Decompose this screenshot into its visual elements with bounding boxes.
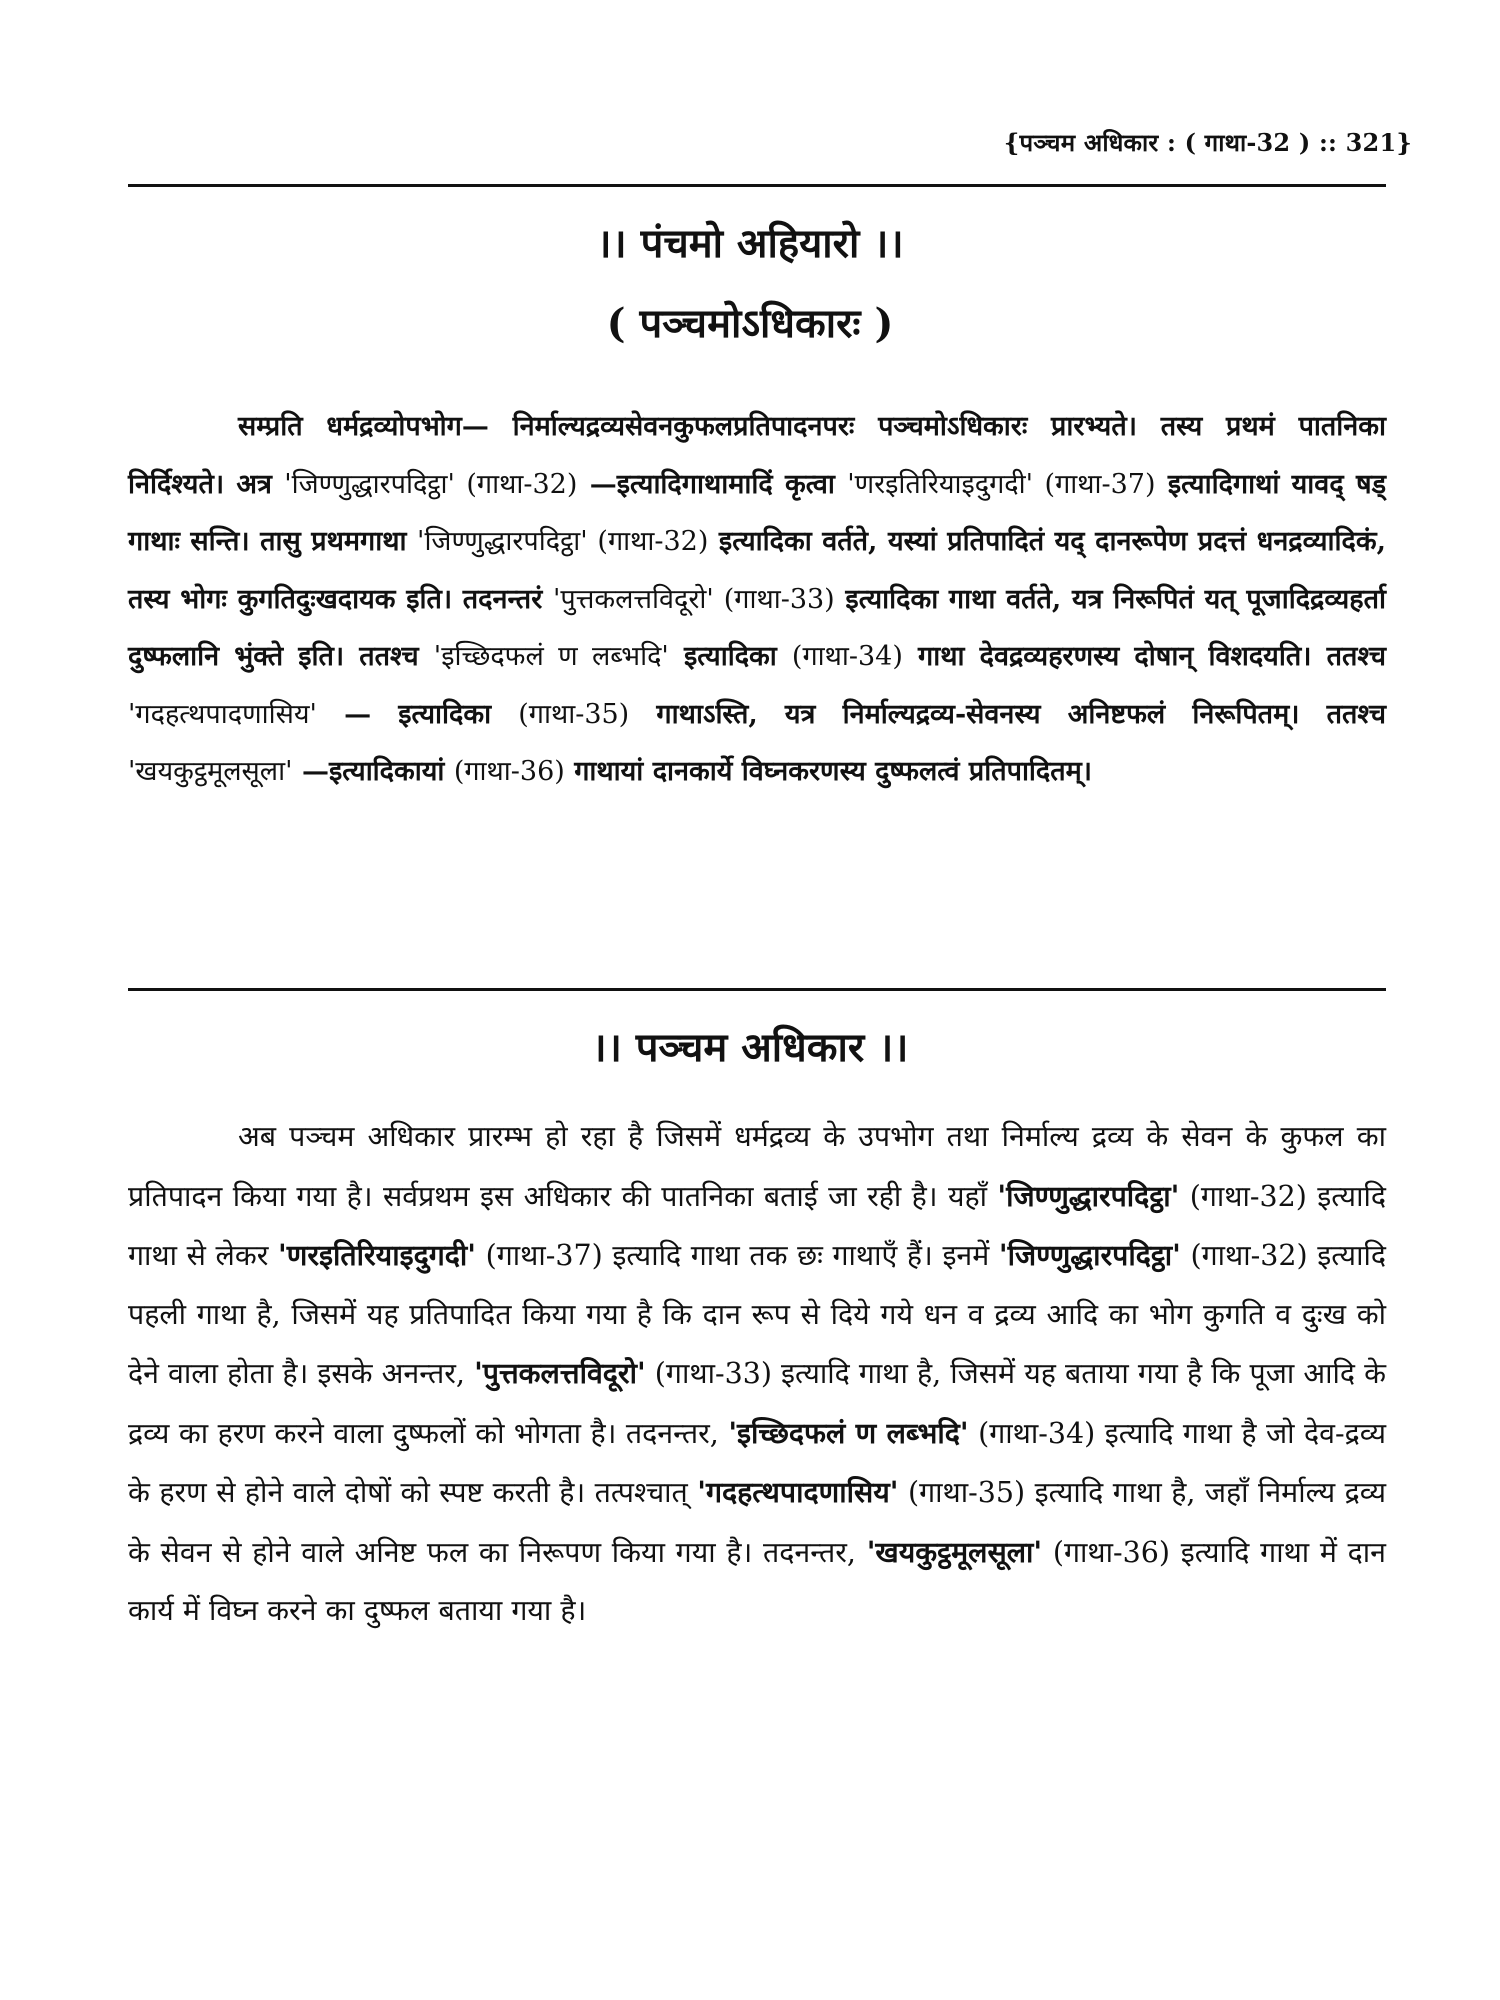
prakrit-chapter-title: ।। पंचमो अहियारो ।। [596, 220, 904, 267]
hindi-text: (गाथा-32) इत्यादि पहली गाथा है, जिसमें यह प्रतिपादित किया गया है कि दान रूप से दिये गये धन व द्रव्य आदि का भोग कुगति व दुःख को देने वाला होता है। इसके अनन्तर, [128, 1239, 1386, 1390]
gatha-reference: 'खयकुट्ठमूलसूला' [128, 756, 293, 787]
header-rule [128, 184, 1386, 187]
sanskrit-text: — इत्यादिका [316, 698, 519, 730]
sanskrit-text: —इत्यादिगाथामादिं कृत्वा [577, 468, 848, 500]
gatha-reference: (गाथा-36) [453, 756, 565, 787]
hindi-text: (गाथा-35) इत्यादि गाथा है, जहाँ निर्माल्य द्रव्य के सेवन से होने वाले अनिष्ट फल का निरूपण किया गया है। तदनन्तर, [128, 1476, 1387, 1569]
hindi-text: (गाथा-34) इत्यादि गाथा है जो देव-द्रव्य के हरण से होने वाले दोषों को स्पष्ट करती है। तत्पश्चात् [128, 1416, 1386, 1509]
hindi-text: (गाथा-33) इत्यादि गाथा है, जिसमें यह बताया गया है कि पूजा आदि के द्रव्य का हरण करने वाला दुष्फलों को भोगता है। तदनन्तर, [128, 1357, 1387, 1450]
sanskrit-text: —इत्यादिकायां [292, 756, 454, 787]
sanskrit-text: इत्यादिका गाथा वर्तते, यत्र निरूपितं यत् पूजादिद्रव्यहर्ता दुष्फलानि भुंक्ते इति। ततश्च [128, 583, 1386, 672]
gatha-reference: 'पुत्तकलत्तविदूरो' (गाथा-33) [552, 583, 835, 615]
gatha-name: 'इच्छिदफलं ण लब्भदि' [728, 1415, 969, 1450]
gatha-reference: (गाथा-35) [518, 698, 630, 730]
gatha-name: 'णरइतिरियाइदुगदी' [278, 1238, 477, 1272]
gatha-name: 'गदहत्थपादणासिय' [697, 1475, 899, 1509]
sanskrit-text: सम्प्रति धर्मद्रव्योपभोग— निर्माल्यद्रव्यसेवनकुफलप्रतिपादनपरः पञ्चमोऽधिकारः प्रारभ्यते। तस्य प्रथमं पातनिका निर्दिश्यते। अत्र [128, 411, 1386, 500]
hindi-text: (गाथा-37) इत्यादि गाथा तक छः गाथाएँ हैं। इनमें [476, 1239, 999, 1272]
hindi-introduction-paragraph [128, 1108, 1386, 1641]
hindi-text: अब पञ्चम अधिकार प्रारम्भ हो रहा है जिसमें धर्मद्रव्य के उपभोग तथा निर्माल्य द्रव्य के सेवन के कुफल का प्रतिपादन किया गया है। सर्वप्रथम इस अधिकार की पातनिका बताई जा रही है। यहाँ [128, 1120, 1386, 1213]
sanskrit-text: इत्यादिका [668, 641, 792, 672]
sanskrit-text: इत्यादिगाथां यावद् षड् गाथाः सन्ति। तासु प्रथमगाथा [128, 468, 1387, 557]
sanskrit-introduction-paragraph [128, 398, 1386, 801]
hindi-text: (गाथा-32) इत्यादि गाथा से लेकर [128, 1179, 1386, 1272]
sanskrit-text: गाथायां दानकार्ये विघ्नकरणस्य दुष्फलत्वं प्रतिपादितम्। [564, 756, 1093, 787]
gatha-reference: 'जिण्णुद्धारपदिट्ठा' (गाथा-32) [284, 468, 578, 500]
sanskrit-text: गाथाऽस्ति, यत्र निर्माल्यद्रव्य-सेवनस्य अनिष्टफलं निरूपितम्। ततश्च [629, 698, 1387, 730]
gatha-reference: (गाथा-34) [791, 641, 903, 672]
hindi-text: (गाथा-36) इत्यादि गाथा में दान कार्य में विघ्न करने का दुष्फल बताया गया है। [128, 1535, 1386, 1627]
hindi-chapter-title: ।। पञ्चम अधिकार ।। [591, 1024, 909, 1071]
gatha-reference: 'जिण्णुद्धारपदिट्ठा' (गाथा-32) [417, 526, 709, 557]
gatha-reference: 'णरइतिरियाइदुगदी' (गाथा-37) [847, 468, 1156, 500]
sanskrit-text: गाथा देवद्रव्यहरणस्य दोषान् विशदयति। ततश्च [902, 641, 1386, 672]
gatha-reference: 'इच्छिदफलं ण लब्भदि' [433, 641, 669, 672]
sanskrit-text: इत्यादिका वर्तते, यस्यां प्रतिपादितं यद् दानरूपेण प्रदत्तं धनद्रव्यादिकं, तस्य भोगः कुगतिदुःखदायक इति। तदनन्तरं [128, 526, 1386, 615]
running-header: {पञ्चम अधिकार : ( गाथा-32 ) :: 321} [1003, 128, 1412, 157]
gatha-name: 'जिण्णुद्धारपदिट्ठा' [998, 1238, 1181, 1272]
gatha-name: 'खयकुट्ठमूलसूला' [866, 1534, 1043, 1569]
gatha-name: 'पुत्तकलत्तविदूरो' [474, 1356, 646, 1390]
gatha-name: 'जिण्णुद्धारपदिट्ठा' [997, 1178, 1180, 1213]
gatha-reference: 'गदहत्थपादणासिय' [128, 698, 317, 730]
section-divider-rule [128, 988, 1386, 991]
sanskrit-chapter-title: ( पञ्चमोऽधिकारः ) [606, 300, 894, 347]
